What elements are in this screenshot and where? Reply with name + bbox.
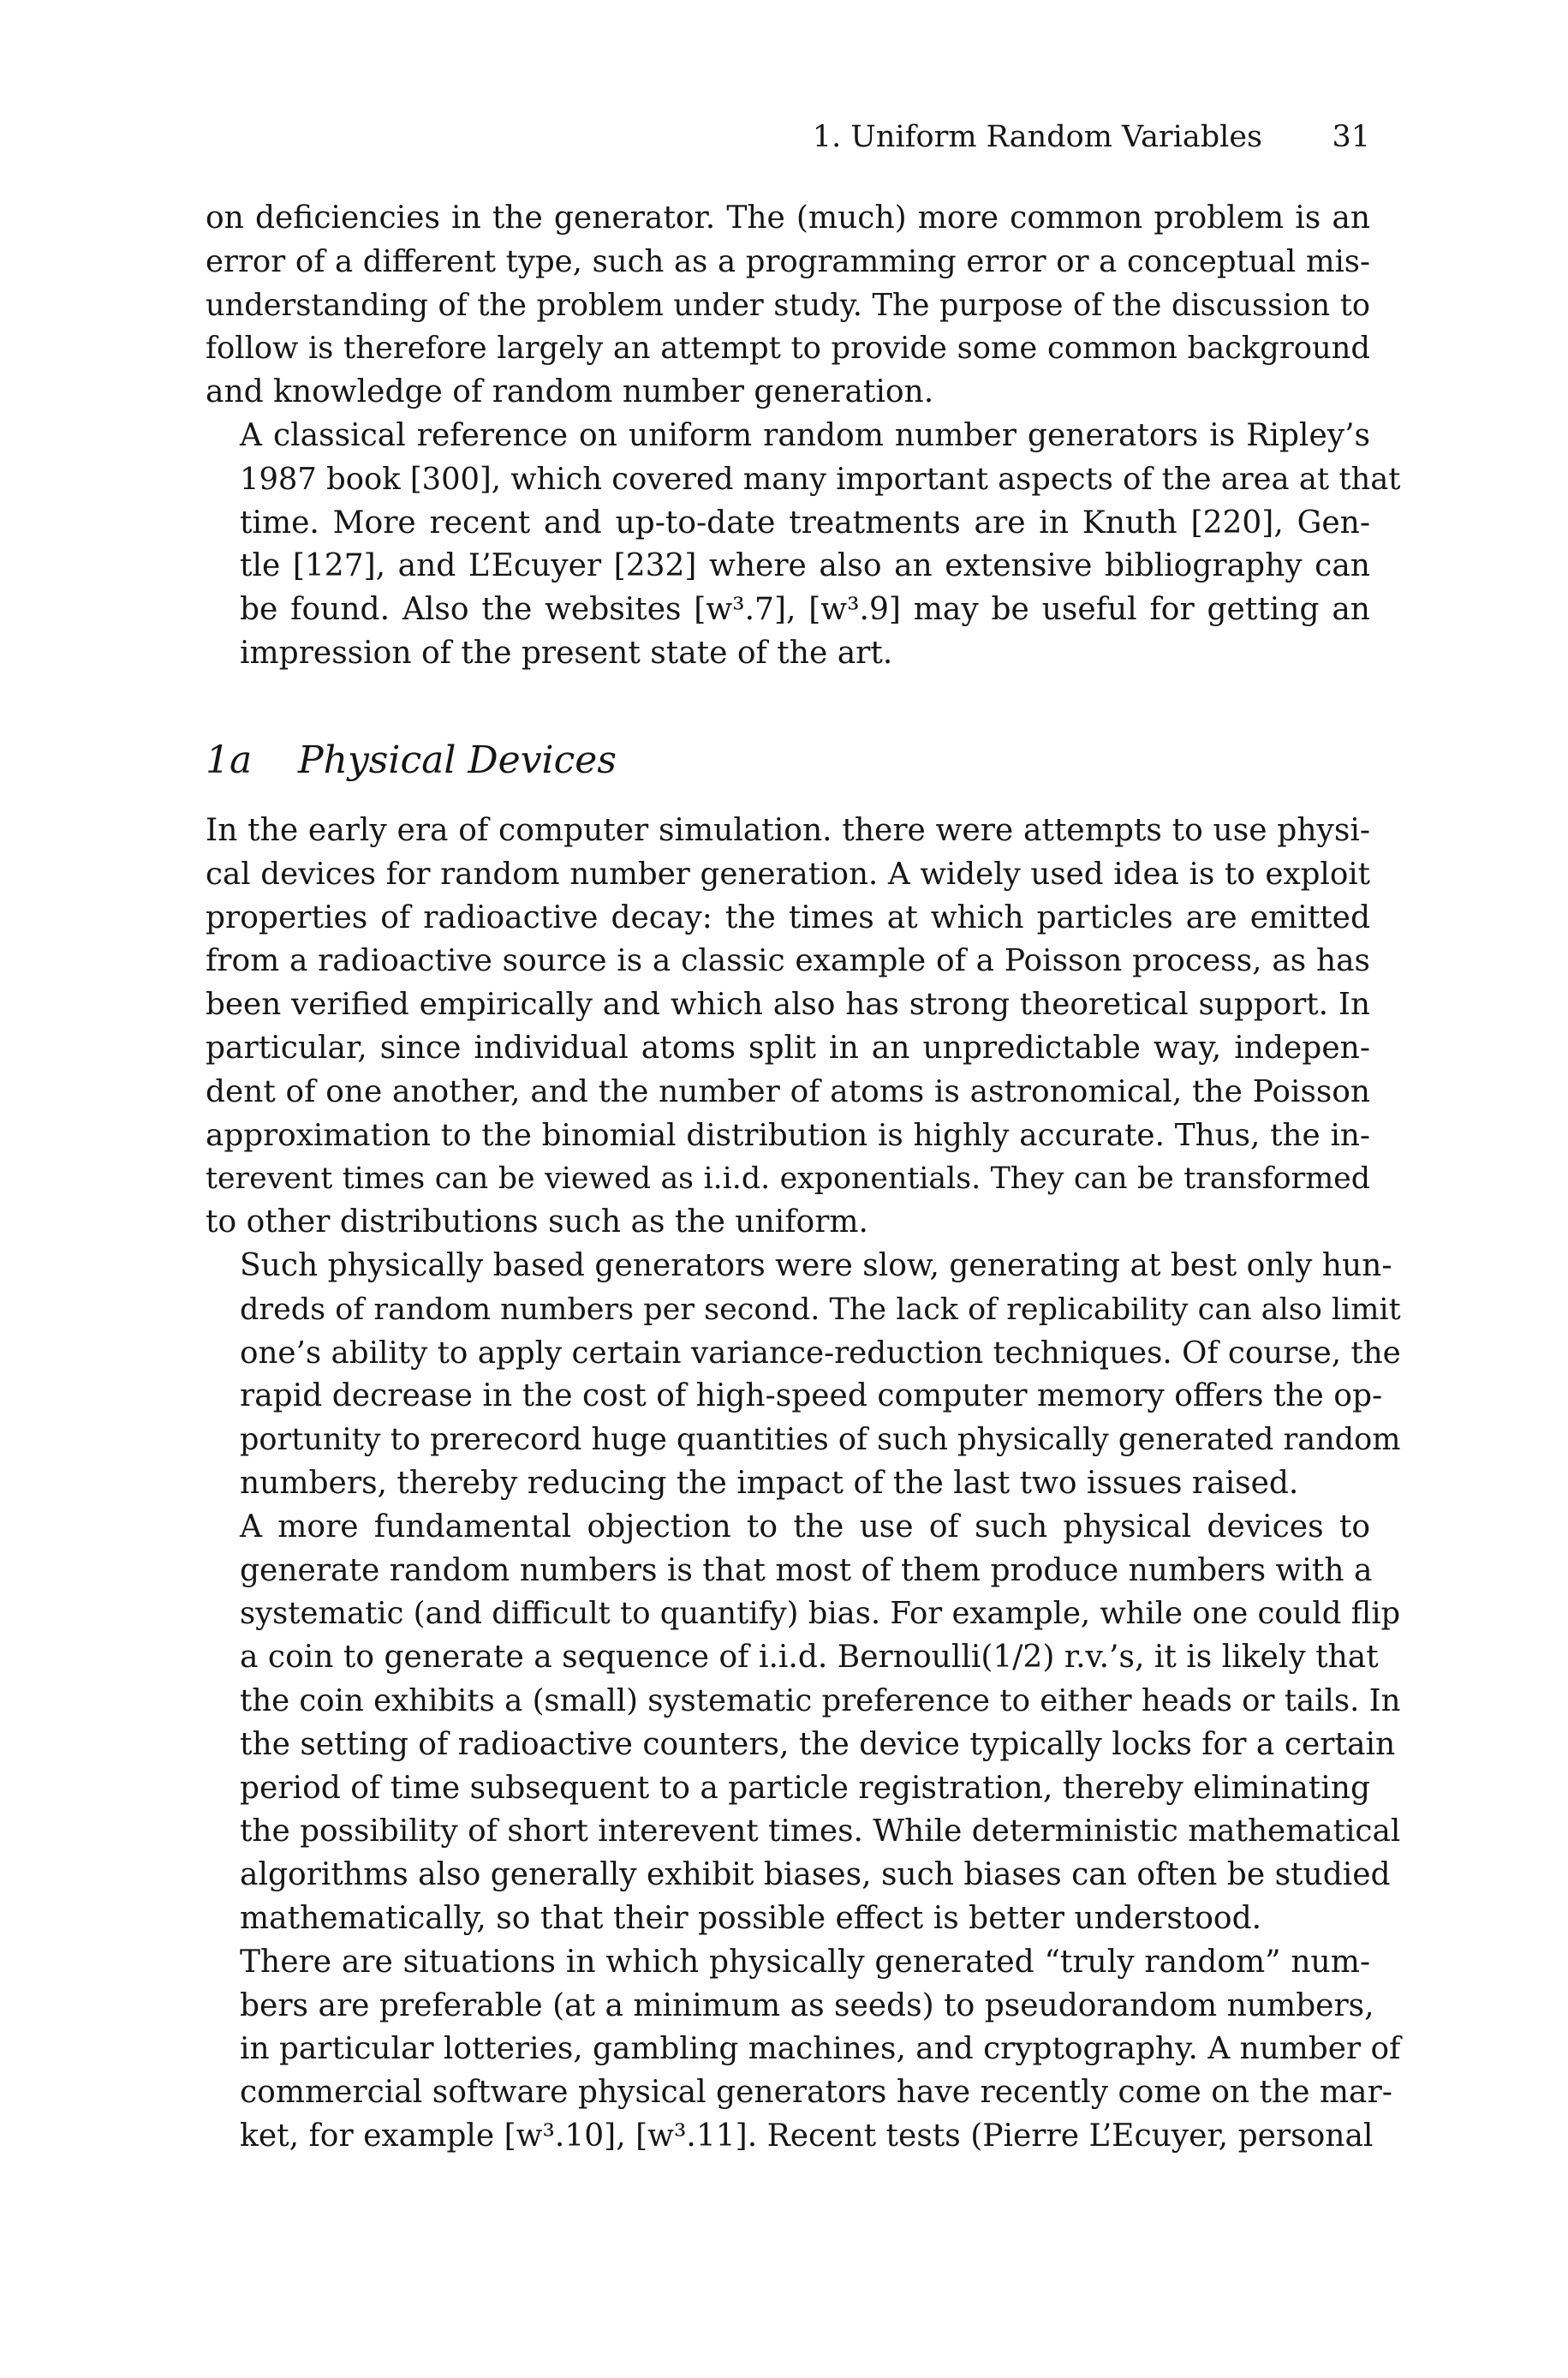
paragraph — [206, 1941, 1401, 2159]
paragraph — [206, 810, 1370, 1245]
text-line: and knowledge of random number generation. — [206, 374, 934, 410]
text-line: from a radioactive source is a classic example of a Poisson process, as has — [206, 943, 1370, 979]
text-line: dreds of random numbers per second. The lack of replicability can also limit — [240, 1292, 1401, 1327]
text-line: There are situations in which physically generated “truly random” num- — [240, 1944, 1370, 1980]
text-line: bers are preferable (at a minimum as seeds) to pseudorandom numbers, — [240, 1987, 1374, 2023]
section-text — [206, 810, 1401, 2159]
text-line: terevent times can be viewed as i.i.d. exponentials. They can be transformed — [206, 1162, 1370, 1197]
text-line: dent of one another, and the number of atoms is astronomical, the Poisson — [206, 1073, 1370, 1109]
section-title: Physical Devices — [298, 738, 617, 782]
text-line: mathematically, so that their possible effect is better understood. — [240, 1900, 1262, 1936]
text-line: period of time subsequent to a particle registration, thereby eliminating — [240, 1770, 1370, 1806]
text-line: been verified empirically and which also has strong theoretical support. In — [206, 987, 1370, 1023]
text-line: algorithms also generally exhibit biases, such biases can often be studied — [240, 1857, 1391, 1893]
text-line: the possibility of short interevent times. While deterministic mathematical — [240, 1813, 1401, 1849]
text-line: systematic (and difficult to quantify) bias. For example, while one could flip — [240, 1596, 1401, 1632]
text-line: particular, since individual atoms split in an unpredictable way, indepen- — [206, 1030, 1370, 1066]
text-line: Such physically based generators were slow, generating at best only hun- — [240, 1247, 1392, 1283]
text-line: on deficiencies in the generator. The (much) more common problem is an — [206, 200, 1370, 236]
intro-text — [206, 197, 1401, 676]
text-line: a coin to generate a sequence of i.i.d. Bernoulli(1/2) r.v.’s, it is likely that — [240, 1640, 1379, 1676]
text-line: numbers, thereby reducing the impact of the last two issues raised. — [240, 1465, 1299, 1501]
text-line: the coin exhibits a (small) systematic preference to either heads or tails. In — [240, 1682, 1401, 1718]
text-line: follow is therefore largely an attempt to provide some common background — [206, 331, 1370, 367]
text-line: to other distributions such as the uniform. — [206, 1204, 868, 1240]
text-line: understanding of the problem under study. The purpose of the discussion to — [206, 287, 1370, 323]
paragraph — [206, 1506, 1401, 1941]
text-line: one’s ability to apply certain variance-reduction techniques. Of course, the — [240, 1335, 1401, 1371]
text-line: generate random numbers is that most of them produce numbers with a — [240, 1552, 1373, 1588]
text-line: approximation to the binomial distribution is highly accurate. Thus, the in- — [206, 1117, 1370, 1153]
running-header — [206, 113, 1370, 161]
running-title: 1. Uniform Random Variables — [812, 120, 1262, 154]
text-line: be found. Also the websites [w³.7], [w³.9] may be useful for getting an — [240, 592, 1370, 628]
text-line: commercial software physical generators have recently come on the mar- — [240, 2075, 1392, 2111]
text-line: properties of radioactive decay: the times at which particles are emitted — [206, 899, 1370, 935]
paragraph — [206, 415, 1401, 676]
text-line: impression of the present state of the art. — [240, 635, 893, 671]
text-line: the setting of radioactive counters, the device typically locks for a certain — [240, 1726, 1396, 1762]
text-line: 1987 book [300], which covered many important aspects of the area at that — [240, 461, 1401, 497]
text-line: portunity to prerecord huge quantities of such physically generated random — [240, 1422, 1401, 1458]
page-number: 31 — [1332, 120, 1370, 154]
section-heading — [206, 737, 1370, 785]
text-line: time. More recent and up-to-date treatments are in Knuth [220], Gen- — [240, 505, 1370, 541]
text-line: In the early era of computer simulation. there were attempts to use physi- — [206, 813, 1370, 848]
section-number: 1a — [206, 738, 253, 782]
text-line: A classical reference on uniform random number generators is Ripley’s — [240, 417, 1370, 453]
text-line: error of a different type, such as a programming error or a conceptual mis- — [206, 243, 1370, 279]
text-line: rapid decrease in the cost of high-speed computer memory offers the op- — [240, 1378, 1383, 1414]
text-line: in particular lotteries, gambling machines, and cryptography. A number of — [240, 2031, 1401, 2067]
text-line: A more fundamental objection to the use of such physical devices to — [240, 1509, 1370, 1545]
paragraph — [206, 1245, 1401, 1506]
paragraph — [206, 197, 1370, 415]
text-line: cal devices for random number generation. A widely used idea is to exploit — [206, 856, 1370, 892]
text-line: ket, for example [w³.10], [w³.11]. Recent tests (Pierre L’Ecuyer, personal — [240, 2118, 1374, 2154]
text-line: tle [127], and L’Ecuyer [232] where also an extensive bibliography can — [240, 548, 1370, 584]
